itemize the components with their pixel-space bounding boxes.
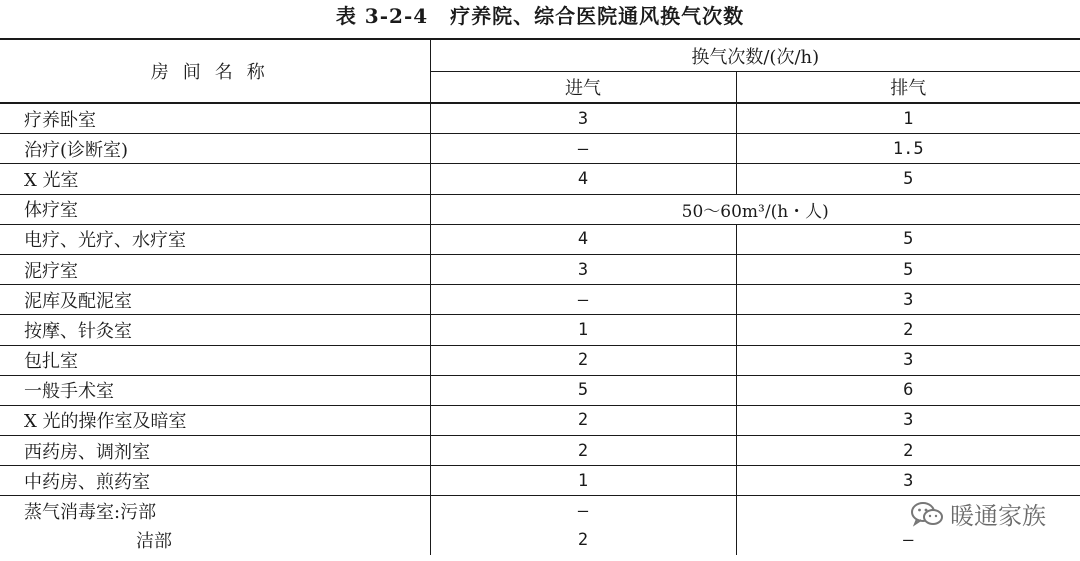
- intake-cell: 4: [430, 164, 736, 194]
- intake-cell: 1: [430, 466, 736, 496]
- table-row: [0, 254, 1080, 284]
- exhaust-cell: 6: [736, 375, 1080, 405]
- table-row: [0, 103, 1080, 134]
- room-name-cell: 一般手术室: [0, 375, 430, 405]
- room-name-cell: 西药房、调剂室: [0, 436, 430, 466]
- header-row-1: [0, 39, 1080, 72]
- table-row: [0, 315, 1080, 345]
- exhaust-cell: 3: [736, 405, 1080, 435]
- ventilation-table-wrapper: [0, 38, 1080, 555]
- exhaust-header: 排气: [736, 72, 1080, 104]
- merged-value-cell: 50～60m³/(h・人): [430, 194, 1080, 224]
- exhaust-cell: 2: [736, 315, 1080, 345]
- table-caption: [0, 0, 1080, 36]
- table-row: [0, 194, 1080, 224]
- exhaust-cell: 1.5: [736, 134, 1080, 164]
- intake-cell: 1: [430, 315, 736, 345]
- room-name-cell: 泥疗室: [0, 254, 430, 284]
- room-name-cell: X 光室: [0, 164, 430, 194]
- intake-cell: 3: [430, 254, 736, 284]
- table-row: [0, 466, 1080, 496]
- table-row: [0, 285, 1080, 315]
- room-name-cell: 泥库及配泥室: [0, 285, 430, 315]
- table-row: [0, 345, 1080, 375]
- room-name-cell: 中药房、煎药室: [0, 466, 430, 496]
- room-name-cell: 电疗、光疗、水疗室: [0, 224, 430, 254]
- room-name-cell: 疗养卧室: [0, 103, 430, 134]
- intake-cell: —: [430, 134, 736, 164]
- table-row: [0, 134, 1080, 164]
- exhaust-cell: 2: [736, 436, 1080, 466]
- exhaust-cell: 3: [736, 345, 1080, 375]
- room-name-cell: 体疗室: [0, 194, 430, 224]
- air-change-header: 换气次数/(次/h): [430, 39, 1080, 72]
- exhaust-cell: 3: [736, 466, 1080, 496]
- intake-cell: —: [430, 496, 736, 526]
- table-row: [0, 405, 1080, 435]
- room-name-cell: 蒸气消毒室:污部: [0, 496, 430, 526]
- room-name-cell: 洁部: [0, 526, 430, 555]
- table-row: [0, 436, 1080, 466]
- room-name-cell: X 光的操作室及暗室: [0, 405, 430, 435]
- room-name-cell: 按摩、针灸室: [0, 315, 430, 345]
- watermark-text: 暖通家族: [950, 502, 1046, 530]
- intake-cell: 2: [430, 405, 736, 435]
- intake-cell: 2: [430, 436, 736, 466]
- exhaust-cell: 5: [736, 164, 1080, 194]
- table-title: 疗养院、综合医院通风换气次数: [450, 4, 745, 28]
- exhaust-cell: 5: [736, 224, 1080, 254]
- table-row: [0, 375, 1080, 405]
- intake-header: 进气: [430, 72, 736, 104]
- room-name-cell: 包扎室: [0, 345, 430, 375]
- intake-cell: 3: [430, 103, 736, 134]
- watermark: [910, 496, 1046, 531]
- intake-cell: 2: [430, 345, 736, 375]
- intake-cell: 2: [430, 526, 736, 555]
- wechat-icon: [910, 501, 944, 527]
- table-row: [0, 224, 1080, 254]
- exhaust-cell: 3: [736, 285, 1080, 315]
- table-row: [0, 164, 1080, 194]
- room-name-header: 房间名称: [0, 39, 430, 103]
- intake-cell: 4: [430, 224, 736, 254]
- ventilation-table: [0, 38, 1080, 555]
- exhaust-cell: 1: [736, 103, 1080, 134]
- table-number: 表 3-2-4: [335, 4, 429, 28]
- intake-cell: —: [430, 285, 736, 315]
- exhaust-cell: —: [903, 530, 914, 551]
- intake-cell: 5: [430, 375, 736, 405]
- room-name-cell: 治疗(诊断室): [0, 134, 430, 164]
- exhaust-cell: 5: [736, 254, 1080, 284]
